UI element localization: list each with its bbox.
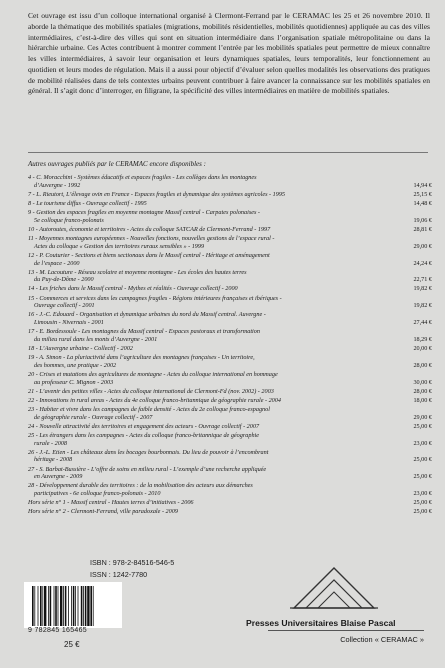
book-title-line: 10 - Autoroutes, économie et territoires - Actes du colloque SATCAR de Clermont-Ferrand - 1997 xyxy=(28,225,271,233)
book-price: 28,00 € xyxy=(413,361,432,369)
book-price: 24,24 € xyxy=(413,259,432,267)
abstract-text xyxy=(28,11,430,97)
book-title-line: 27 - S. Barbat-Bussière - L’offre de soins en milieu rural - L’exemple d’une recherche appliquée xyxy=(28,465,267,473)
book-entry xyxy=(28,354,432,369)
book-price: 19,82 € xyxy=(413,302,432,310)
book-title-line: au professeur C. Mignon - 2003 xyxy=(34,378,114,386)
book-price: 18,00 € xyxy=(413,396,432,404)
book-entry xyxy=(28,328,432,343)
book-title-line: d’Auvergne - 1992 xyxy=(34,181,81,189)
book-list xyxy=(28,174,432,518)
book-price: 30,00 € xyxy=(413,378,432,386)
book-title-line: 14 - Les friches dans le Massif central - Mythes et réalités - Ouvrage collectif - 2000 xyxy=(28,285,238,293)
book-title-line: 4 - C. Moracchini - Systèmes éducatifs et espaces fragiles - Les collèges dans les montagnes xyxy=(28,174,257,181)
list-heading: Autres ouvrages publiés par le CERAMAC encore disponibles : xyxy=(28,160,206,168)
book-title-line: Hors série n° 1 - Massif central - Hautes terres d’initiatives - 2006 xyxy=(28,499,194,507)
book-price: 27,44 € xyxy=(413,319,432,327)
book-entry xyxy=(28,226,432,234)
book-price: 25,00 € xyxy=(413,422,432,430)
book-title-line: des hommes, une pratique - 2002 xyxy=(34,361,117,369)
book-entry xyxy=(28,191,432,199)
book-entry xyxy=(28,449,432,464)
book-entry xyxy=(28,508,432,516)
book-title-line: héritage - 2008 xyxy=(34,456,73,464)
book-price: 14,94 € xyxy=(413,181,432,189)
book-price: 14,48 € xyxy=(413,199,432,207)
book-price: 18,29 € xyxy=(413,335,432,343)
book-entry xyxy=(28,200,432,208)
book-price: 25,00 € xyxy=(413,499,432,507)
issn-text: ISSN : 1242-7780 xyxy=(90,570,148,579)
book-title-line: en Auvergne - 2009 xyxy=(34,473,83,481)
book-title-line: 13 - M. Lacouture - Réseau scolaire et moyenne montagne - Les écoles des hautes terres xyxy=(28,268,247,276)
isbn-text: ISBN : 978-2-84516-546-5 xyxy=(90,558,175,567)
book-entry xyxy=(28,295,432,310)
book-price: 29,00 € xyxy=(413,413,432,421)
book-entry xyxy=(28,423,432,431)
book-title-line: 11 - Moyennes montagnes européennes - Nouvelles fonctions, nouvelles gestions de l’espace rural - xyxy=(28,235,275,243)
book-title-line: 7 - L. Rieutort, L’élevage ovin en France - Espaces fragiles et dynamique des systèmes agricoles - 1995 xyxy=(28,190,286,198)
book-title-line: 25 - Les étrangers dans les campagnes - Actes du colloque franco-britannique de géographie xyxy=(28,432,260,440)
book-entry xyxy=(28,432,432,447)
book-price: 22,71 € xyxy=(413,276,432,284)
book-entry xyxy=(28,252,432,267)
book-entry xyxy=(28,174,432,189)
book-entry xyxy=(28,371,432,386)
book-title-line: 20 - Crises et mutations des agricultures de montagne - Actes du colloque international en hommage xyxy=(28,370,278,378)
book-title-line: 18 - L’Auvergne urbaine - Collectif - 2002 xyxy=(28,345,133,352)
book-entry xyxy=(28,397,432,405)
book-entry xyxy=(28,406,432,421)
book-price: 29,00 € xyxy=(413,242,432,250)
book-entry xyxy=(28,482,432,497)
book-price: 19,06 € xyxy=(413,216,432,224)
barcode-number: 9 782845 165465 xyxy=(28,627,87,634)
book-title-line: 16 - J.-C. Edouard - Organisation et dynamique urbaines du nord du Massif central. Auvergne - xyxy=(28,311,266,319)
book-title-line: 9 - Gestion des espaces fragiles en moyenne montagne Massif central - Carpates polonaises - xyxy=(28,209,260,217)
book-title-line: 19 - A. Simon - La pluriactivité dans l’agriculture des montagnes françaises - Un territoire, xyxy=(28,354,255,362)
book-price: 20,00 € xyxy=(413,345,432,352)
book-entry xyxy=(28,388,432,396)
book-title-line: 15 - Commerces et services dans les campagnes fragiles - Régions intérieures françaises et ibériques - xyxy=(28,294,282,302)
book-title-line: 23 - Habiter et vivre dans les campagnes de faible densité - Actes du 2e colloque franco-espagnol xyxy=(28,406,270,414)
book-entry xyxy=(28,235,432,250)
book-title-line: 5e colloque franco-polonais xyxy=(34,216,104,224)
book-title-line: de l’espace - 2000 xyxy=(34,259,80,267)
book-title-line: de géographie rurale - Ouvrage collectif - 2007 xyxy=(34,413,153,421)
book-entry xyxy=(28,345,432,353)
book-entry xyxy=(28,466,432,481)
book-entry xyxy=(28,311,432,326)
book-entry xyxy=(28,499,432,507)
book-price: 23,00 € xyxy=(413,490,432,498)
book-price: 25,00 € xyxy=(413,473,432,481)
book-title-line: du milieu rural dans les monts d’Auvergne - 2001 xyxy=(34,335,158,343)
publisher-name: Presses Universitaires Blaise Pascal xyxy=(246,618,396,628)
book-price: 19,82 € xyxy=(413,285,432,293)
book-title-line: 26 - J.-L. Etien - Les châteaux dans les bocages bourbonnais. Du lieu de pouvoir à l’encombrant xyxy=(28,448,269,456)
book-title-line: 22 - Innovations in rural areas - Actes du 4e colloque franco-britannique de géographie rurale - 2004 xyxy=(28,396,281,404)
publisher-logo-icon xyxy=(286,560,382,614)
book-title-line: Actes du colloque « Gestion des territoires ruraux sensibles » - 1999 xyxy=(34,242,205,250)
book-title-line: Limousin - Nivernais - 2001 xyxy=(34,319,104,327)
book-entry xyxy=(28,209,432,224)
book-title-line: du Puy-de-Dôme - 2000 xyxy=(34,276,94,284)
abstract-paragraph: Cet ouvrage est issu d’un colloque international organisé à Clermont-Ferrand par le CERAMAC les 25 et 26 novembre 2010. Il aborde la thématique des mobilités spatiales (migrations, mobilités résidentielles, mobilités quotidiennes) appliquée au cas des villes intermédiaires, c’est-à-dire des villes qui sont en situation intermédiaire dans l’organisation spatiale métropolitaine ou dans la hiérarchie urbaine. Ces Actes contribuent à montrer comment l’entrée par les mobilités spatiales peut permettre de mieux connaître les villes intermédiaires, à savoir leur organisation et leurs dynamiques spatiales, leurs temporalités, leur fonctionnement au quotidien et leurs modes de régulation. Mais il a aussi pour objectif d’évaluer selon quelles modalités les observations des pratiques de mobilité réalisées dans de tels contextes urbains peuvent contribuer à faire avancer la connaissance sur les mobilités spatiales en général. Il s’agit donc d’interroger, en filigrane, la spécificité des villes intermédiaires en matière de mobilités spatiales. xyxy=(28,11,430,96)
book-title-line: 8 - Le tourisme diffus - Ouvrage collectif - 1995 xyxy=(28,199,147,207)
book-price: 28,81 € xyxy=(413,225,432,233)
book-entry xyxy=(28,285,432,293)
book-title-line: 24 - Nouvelle attractivité des territoires et engagement des acteurs - Ouvrage collectif - 2007 xyxy=(28,422,260,430)
book-title-line: 21 - L’avenir des petites villes - Actes du colloque international de Clermont-Fd (nov. 2002) - 2003 xyxy=(28,387,274,395)
cover-price: 25 € xyxy=(64,640,80,649)
barcode-icon xyxy=(30,586,116,626)
book-title-line: Hors série n° 2 - Clermont-Ferrand, ville paradoxale - 2009 xyxy=(28,508,178,516)
book-price: 25,00 € xyxy=(413,508,432,516)
book-title-line: Ouvrage collectif - 2001 xyxy=(34,302,95,310)
book-title-line: 17 - E. Bordessoule - Les montagnes du Massif central - Espaces pastoraux et transformation xyxy=(28,328,260,336)
book-price: 25,00 € xyxy=(413,456,432,464)
book-price: 25,15 € xyxy=(413,190,432,198)
book-title-line: rurale - 2008 xyxy=(34,439,67,447)
book-price: 28,00 € xyxy=(413,387,432,395)
book-price: 23,00 € xyxy=(413,439,432,447)
divider xyxy=(28,152,428,153)
book-title-line: 28 - Développement durable des territoires : de la mobilisation des acteurs aux démarches xyxy=(28,482,253,490)
collection-name: Collection « CERAMAC » xyxy=(268,630,424,644)
book-entry xyxy=(28,269,432,284)
book-title-line: participatives - 6e colloque franco-polonais - 2010 xyxy=(34,490,161,498)
book-title-line: 12 - P. Couturier - Sections et biens sectionaux dans le Massif central - Héritage et aménagement xyxy=(28,251,270,259)
